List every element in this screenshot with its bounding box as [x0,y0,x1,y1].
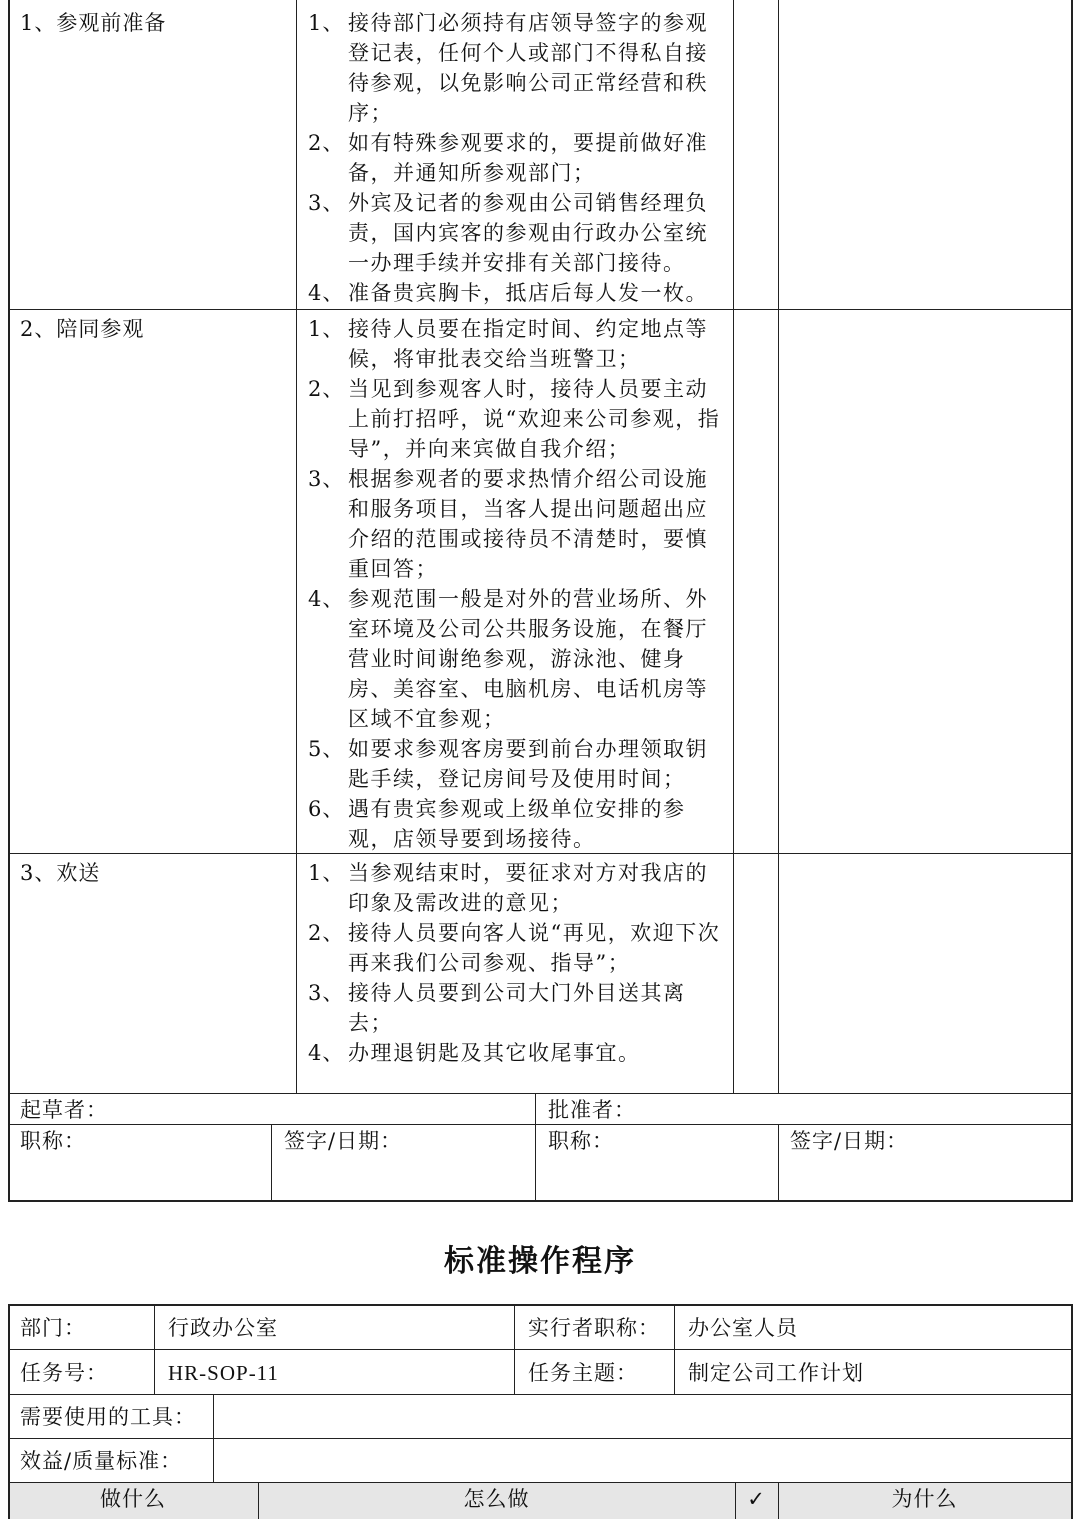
drafter-title-label: 职称： [20,1129,86,1153]
list-item: 4、 办理退钥匙及其它收尾事宜。 [308,1041,641,1065]
list-item: 3、 外宾及记者的参观由公司销售经理负责，国内宾客的参观由行政办公室统一办理手续并安排有关部门接待。 [308,191,708,275]
list-item: 6、 遇有贵宾参观或上级单位安排的参观，店领导要到场接待。 [308,797,686,851]
executor-title-value: 办公室人员 [688,1316,798,1340]
step-details [308,8,728,308]
header-why: 为什么 [891,1487,958,1511]
header-check-icon: ✓ [747,1487,766,1511]
task-number-value: HR-SOP-11 [168,1361,279,1385]
list-item: 4、 参观范围一般是对外的营业场所、外室环境及公司公共服务设施，在餐厅营业时间谢绝参观，游泳池、健身房、美容室、电脑机房、电话机房等区域不宜参观； [308,587,708,731]
list-item: 3、 根据参观者的要求热情介绍公司设施和服务项目，当客人提出问题超出应介绍的范围或接待员不清楚时，要慎重回答； [308,467,708,581]
page-title: 标准操作程序 [444,1244,636,1279]
step-label: 3、欢送 [20,861,101,885]
step-label: 1、参观前准备 [20,11,167,35]
header-what: 做什么 [100,1487,166,1511]
list-item: 1、 当参观结束时，要征求对方对我店的印象及需改进的意见； [308,861,708,915]
sop-header-table [0,1300,1080,1519]
task-subject-value: 制定公司工作计划 [688,1361,864,1385]
task-number-label: 任务号： [20,1361,108,1385]
department-value: 行政办公室 [168,1316,278,1340]
tools-label: 需要使用的工具： [20,1405,196,1429]
step-details [308,314,728,854]
approver-title-label: 职称： [548,1129,614,1153]
step-details [308,858,728,1068]
drafter-sign-date-label: 签字/日期： [284,1129,403,1153]
department-label: 部门： [20,1316,86,1340]
list-item: 5、 如要求参观客房要到前台办理领取钥匙手续，登记房间号及使用时间； [308,737,708,791]
list-item: 1、 接待部门必须持有店领导签字的参观登记表，任何个人或部门不得私自接待参观，以免影响公司正常经营和秩序； [308,11,708,125]
list-item: 2、 当见到参观客人时，接待人员要主动上前打招呼，说“欢迎来公司参观，指导”，并向来宾做自我介绍； [308,377,721,461]
executor-title-label: 实行者职称： [528,1316,660,1340]
list-item: 3、 接待人员要到公司大门外目送其离去； [308,981,686,1035]
approver-sign-date-label: 签字/日期： [790,1129,909,1153]
quality-label: 效益/质量标准： [20,1449,183,1473]
list-item: 2、 接待人员要向客人说“再见，欢迎下次再来我们公司参观、指导”； [308,921,721,975]
header-how: 怎么做 [463,1487,530,1511]
drafter-label: 起草者： [20,1098,108,1122]
step-label: 2、陪同参观 [20,317,145,341]
list-item: 4、 准备贵宾胸卡，抵店后每人发一枚。 [308,281,708,305]
approver-label: 批准者： [548,1098,636,1122]
task-subject-label: 任务主题： [528,1361,638,1385]
list-item: 1、 接待人员要在指定时间、约定地点等候，将审批表交给当班警卫； [308,317,708,371]
list-item: 2、 如有特殊参观要求的，要提前做好准备，并通知所参观部门； [308,131,708,185]
